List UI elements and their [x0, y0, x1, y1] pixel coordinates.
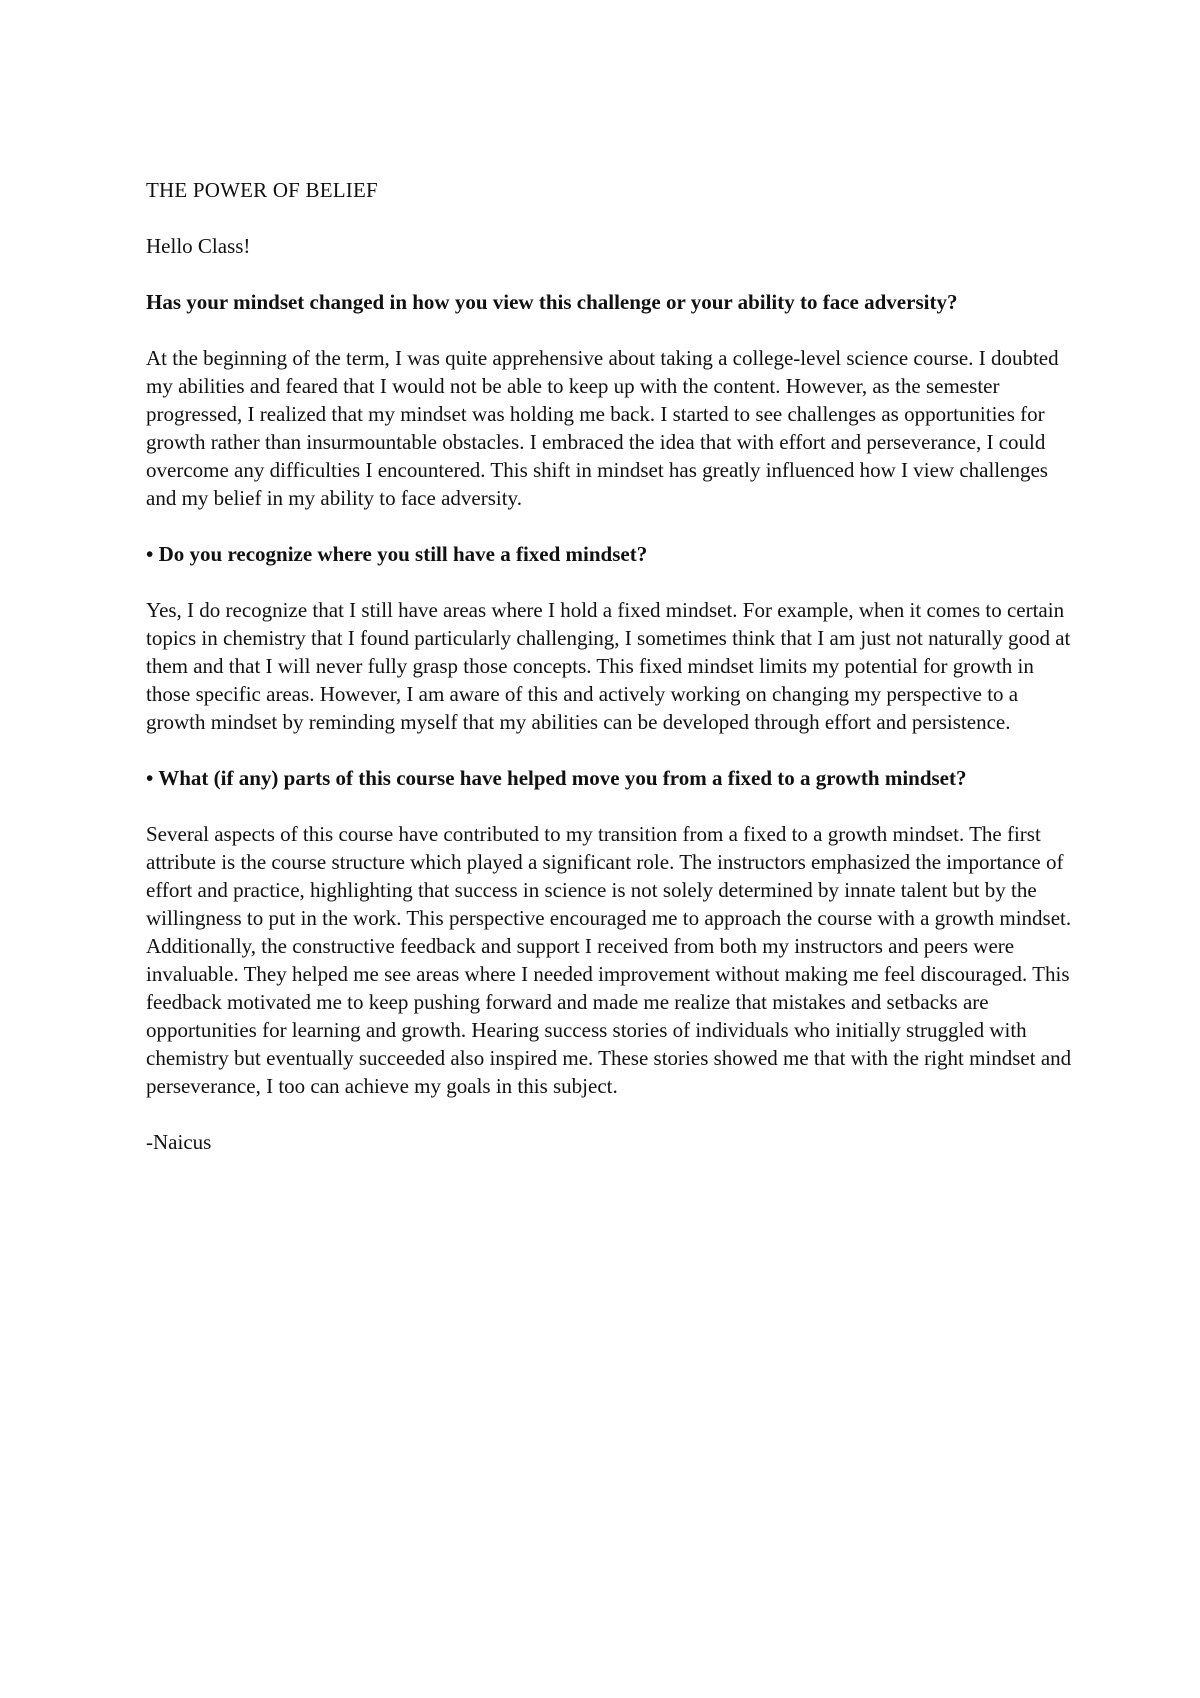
question-3: • What (if any) parts of this course have helped move you from a fixed to a growth mindset?: [146, 766, 967, 790]
greeting: Hello Class!: [146, 234, 251, 258]
document-body: [146, 176, 1076, 1184]
answer-3: Several aspects of this course have contributed to my transition from a fixed to a growth mindset. The first attribute is the course structure which played a significant role. The instructors emphasized the importance of effort and practice, highlighting that success in science is not solely determined by innate talent but by the willingness to put in the work. This perspective encouraged me to approach the course with a growth mindset. Additionally, the constructive feedback and support I received from both my instructors and peers were invaluable. They helped me see areas where I needed improvement without making me feel discouraged. This feedback motivated me to keep pushing forward and made me realize that mistakes and setbacks are opportunities for learning and growth. Hearing success stories of individuals who initially struggled with chemistry but eventually succeeded also inspired me. These stories showed me that with the right mindset and perseverance, I too can achieve my goals in this subject.: [146, 822, 1072, 1098]
answer-2: Yes, I do recognize that I still have areas where I hold a fixed mindset. For example, when it comes to certain topics in chemistry that I found particularly challenging, I sometimes think that I am just not naturally good at them and that I will never fully grasp those concepts. This fixed mindset limits my potential for growth in those specific areas. However, I am aware of this and actively working on changing my perspective to a growth mindset by reminding myself that my abilities can be developed through effort and persistence.: [146, 598, 1071, 734]
question-2: • Do you recognize where you still have a fixed mindset?: [146, 542, 648, 566]
document-title: THE POWER OF BELIEF: [146, 178, 378, 202]
signature: -Naicus: [146, 1130, 212, 1154]
answer-1: At the beginning of the term, I was quite apprehensive about taking a college-level science course. I doubted my abilities and feared that I would not be able to keep up with the content. However, as the semester progressed, I realized that my mindset was holding me back. I started to see challenges as opportunities for growth rather than insurmountable obstacles. I embraced the idea that with effort and perseverance, I could overcome any difficulties I encountered. This shift in mindset has greatly influenced how I view challenges and my belief in my ability to face adversity.: [146, 346, 1059, 510]
question-1: Has your mindset changed in how you view this challenge or your ability to face adversity?: [146, 290, 958, 314]
